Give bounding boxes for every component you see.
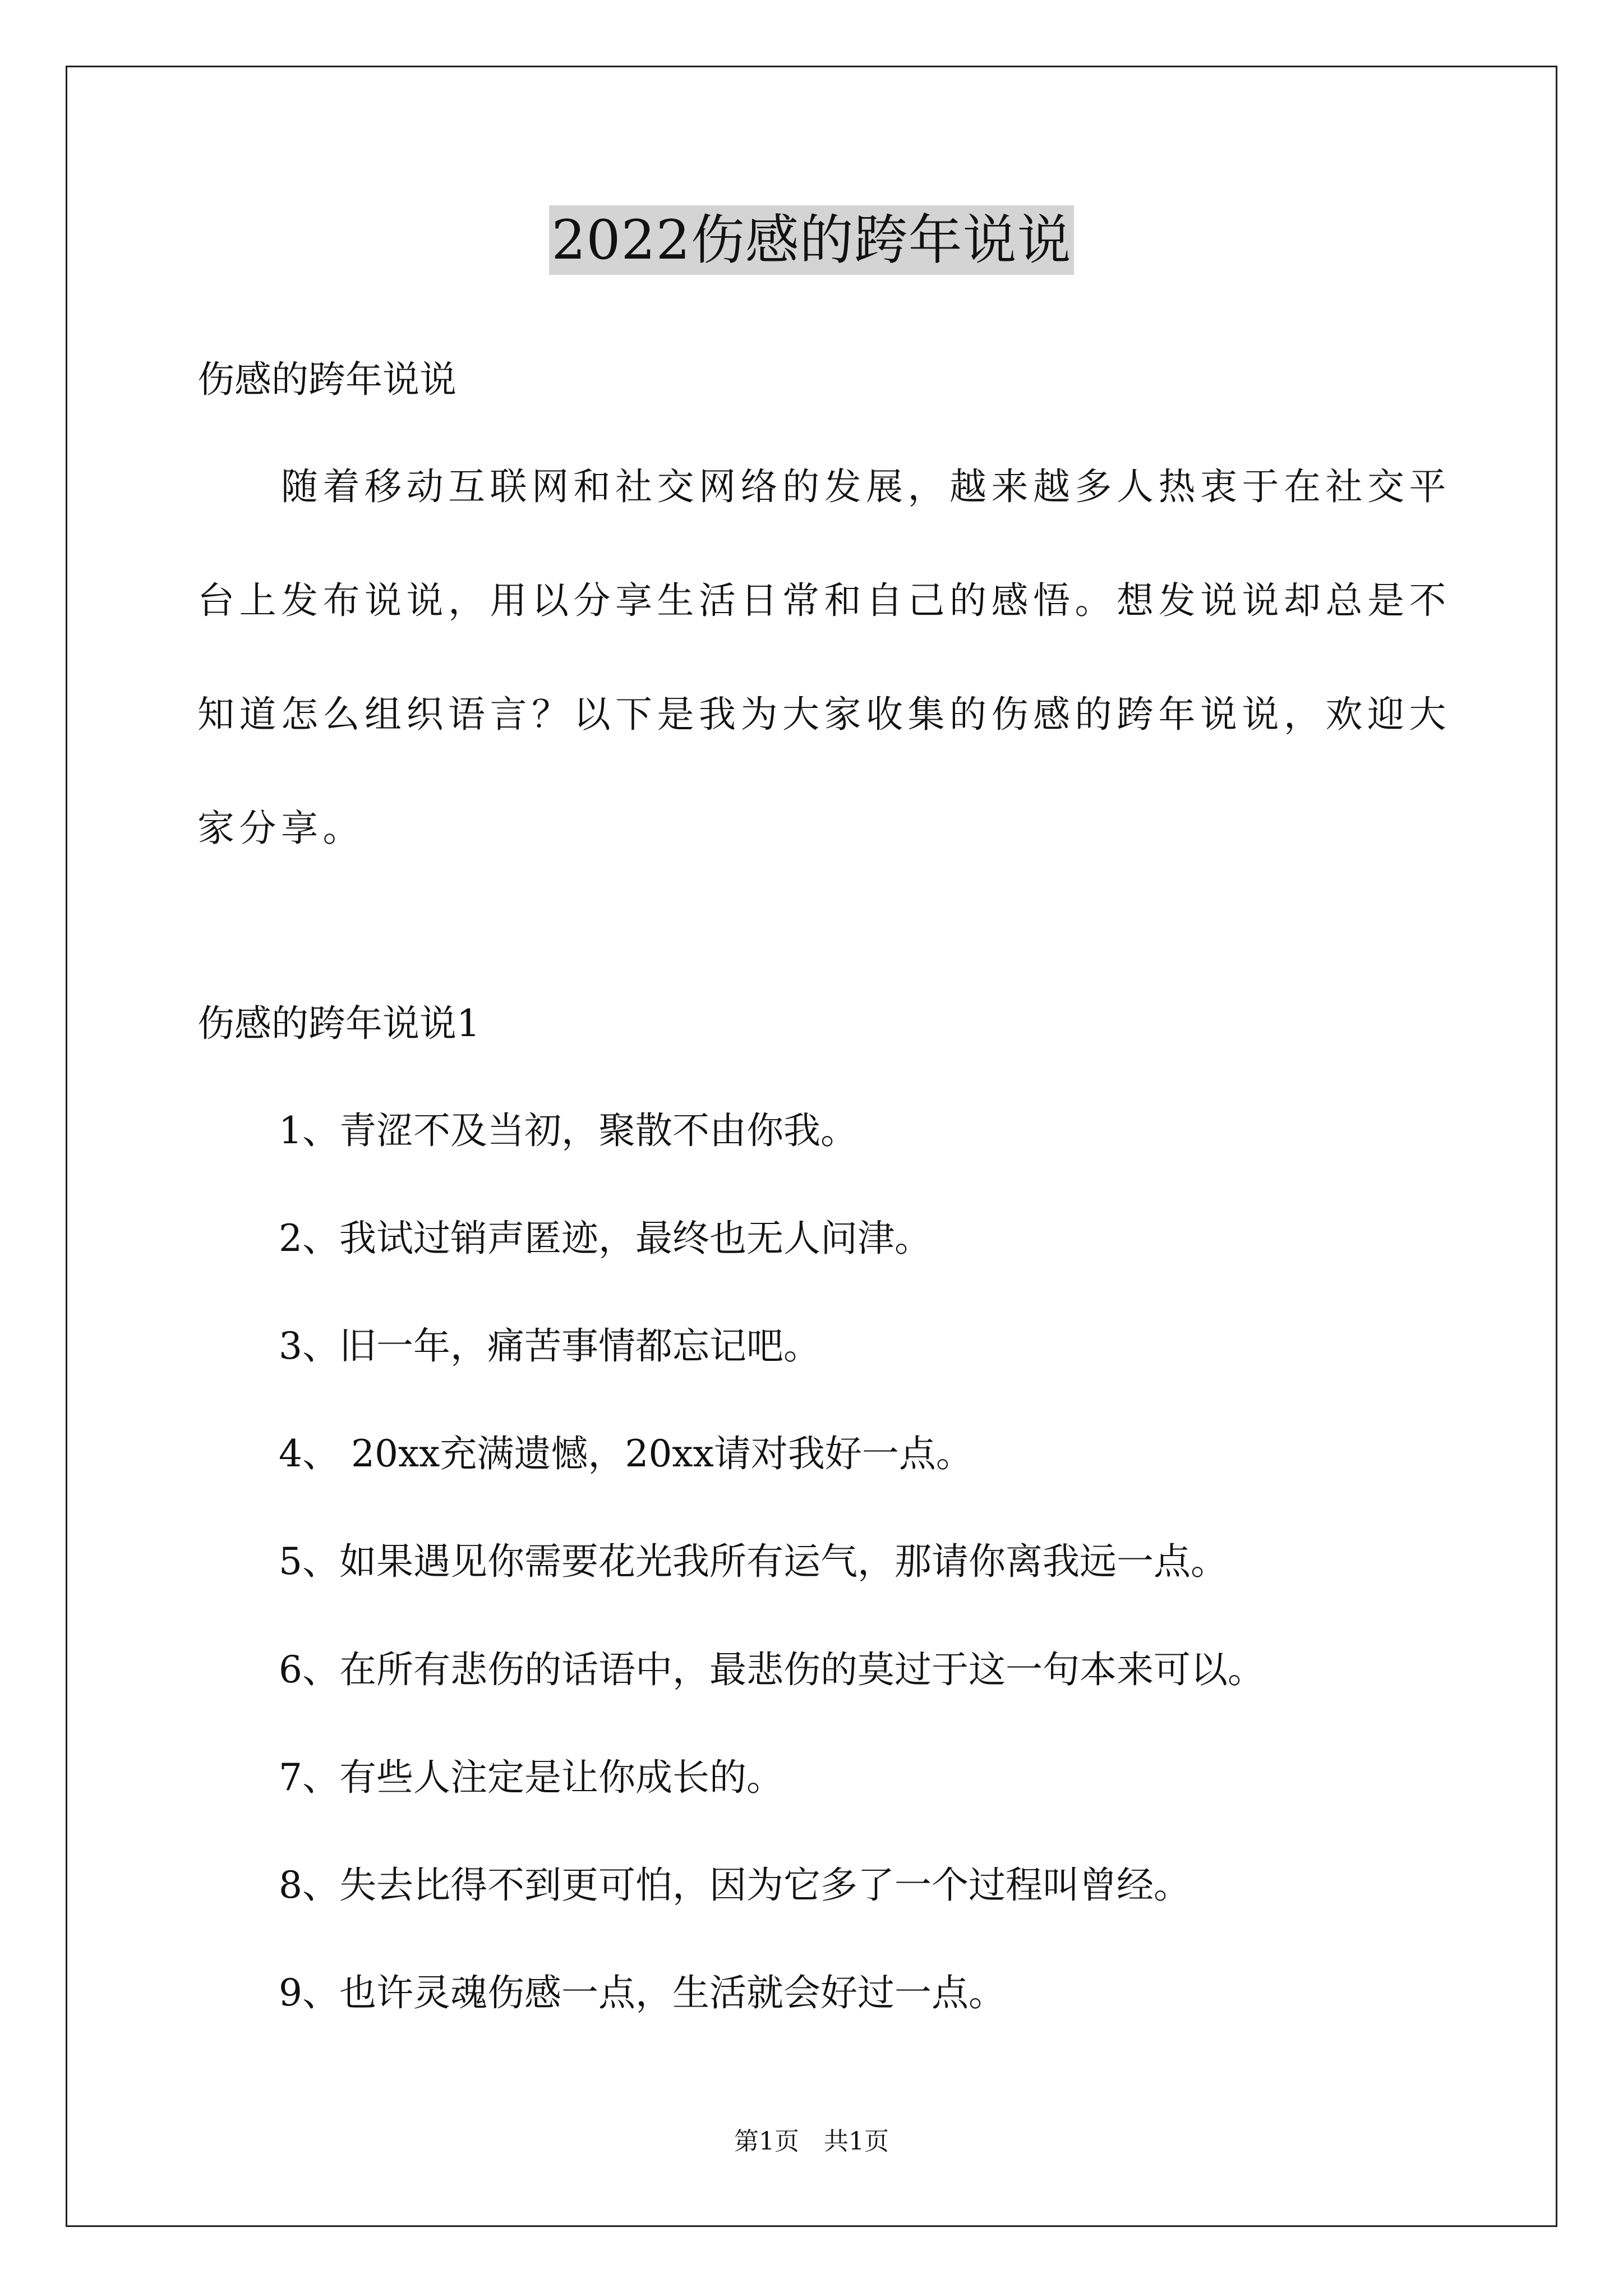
intro-line: 知道怎么组织语言？以下是我为大家收集的伤感的跨年说说，欢迎大 — [197, 693, 1451, 736]
list-item: 7、有些人注定是让你成长的。 — [279, 1756, 783, 1799]
list-item: 8、失去比得不到更可怕，因为它多了一个过程叫曾经。 — [279, 1864, 1191, 1907]
section-heading: 伤感的跨年说说1 — [197, 1002, 480, 1045]
page-footer: 第1页 共1页 — [734, 2127, 889, 2156]
document-title: 2022伤感的跨年说说 — [549, 205, 1073, 275]
list-item: 5、如果遇见你需要花光我所有运气，那请你离我远一点。 — [279, 1540, 1228, 1583]
list-item: 1、青涩不及当初，聚散不由你我。 — [279, 1109, 857, 1152]
intro-line: 随着移动互联网和社交网络的发展，越来越多人热衷于在社交平 — [197, 465, 1451, 508]
list-item: 9、也许灵魂伤感一点，生活就会好过一点。 — [279, 1971, 1006, 2014]
list-item: 6、在所有悲伤的话语中，最悲伤的莫过于这一句本来可以。 — [279, 1648, 1265, 1691]
intro-subheading: 伤感的跨年说说 — [197, 358, 457, 401]
list-item: 3、旧一年，痛苦事情都忘记吧。 — [279, 1324, 820, 1368]
intro-line: 台上发布说说，用以分享生活日常和自己的感悟。想发说说却总是不 — [197, 579, 1451, 622]
intro-line: 家分享。 — [197, 807, 365, 850]
title-wrapper — [0, 205, 1623, 275]
intro-paragraph — [197, 464, 1451, 850]
list-item: 4、 20xx充满遗憾，20xx请对我好一点。 — [279, 1432, 973, 1475]
list-item: 2、我试过销声匿迹，最终也无人问津。 — [279, 1217, 932, 1260]
